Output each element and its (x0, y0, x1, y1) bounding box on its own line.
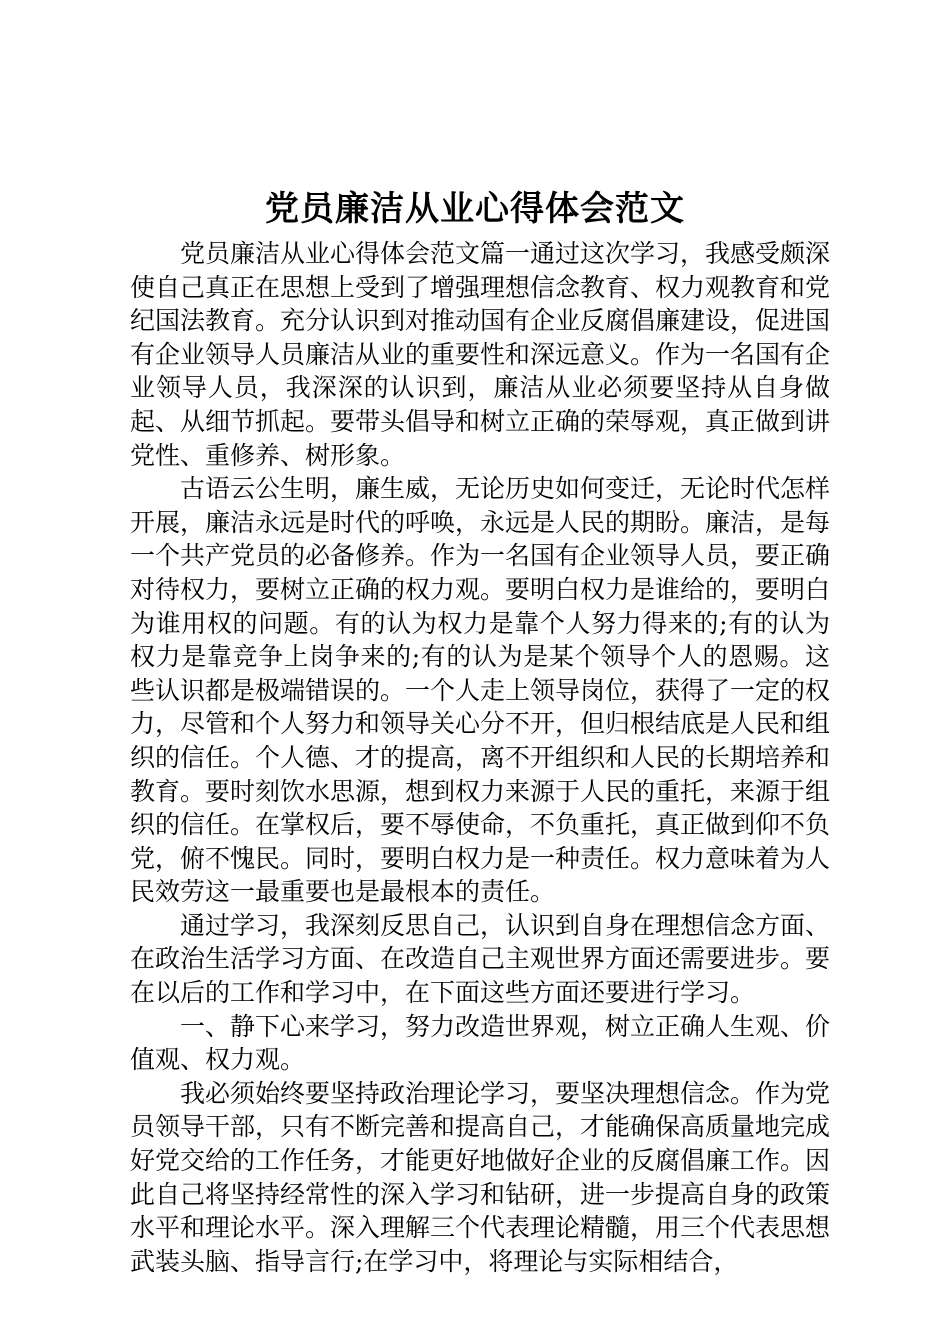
document-body (130, 237, 830, 1278)
paragraph-2: 古语云公生明，廉生威，无论历史如何变迁，无论时代怎样开展，廉洁永远是时代的呼唤，永远是人民的期盼。廉洁，是每一个共产党员的必备修养。作为一名国有企业领导人员，要正确对待权力，要树立正确的权力观。要明白权力是谁给的，要明白为谁用权的问题。有的认为权力是靠个人努力得来的;有的认为权力是靠竞争上岗争来的;有的认为是某个领导个人的恩赐。这些认识都是极端错误的。一个人走上领导岗位，获得了一定的权力，尽管和个人努力和领导关心分不开，但归根结底是人民和组织的信任。个人德、才的提高，离不开组织和人民的长期培养和教育。要时刻饮水思源，想到权力来源于人民的重托，来源于组织的信任。在掌权后，要不辱使命，不负重托，真正做到仰不负党，俯不愧民。同时，要明白权力是一种责任。权力意味着为人民效劳这一最重要也是最根本的责任。 (130, 474, 831, 907)
paragraph-1: 党员廉洁从业心得体会范文篇一通过这次学习，我感受颇深使自己真正在思想上受到了增强理想信念教育、权力观教育和党纪国法教育。充分认识到对推动国有企业反腐倡廉建设，促进国有企业领导人员廉洁从业的重要性和深远意义。作为一名国有企业领导人员，我深深的认识到，廉洁从业必须要坚持从自身做起、从细节抓起。要带头倡导和树立正确的荣辱观，真正做到讲党性、重修养、树形象。 (130, 239, 831, 470)
document-title: 党员廉洁从业心得体会范文 (265, 189, 685, 229)
paragraph-4: 一、静下心来学习，努力改造世界观，树立正确人生观、价值观、权力观。 (130, 1011, 831, 1075)
paragraph-5: 我必须始终要坚持政治理论学习，要坚决理想信念。作为党员领导干部，只有不断完善和提高自己，才能确保高质量地完成好党交给的工作任务，才能更好地做好企业的反腐倡廉工作。因此自己将坚持经常性的深入学习和钻研，进一步提高自身的政策水平和理论水平。深入理解三个代表理论精髓，用三个代表思想武装头脑、指导言行;在学习中，将理论与实际相结合， (130, 1078, 831, 1276)
paragraph-3: 通过学习，我深刻反思自己，认识到自身在理想信念方面、在政治生活学习方面、在改造自己主观世界方面还需要进步。要在以后的工作和学习中，在下面这些方面还要进行学习。 (130, 910, 831, 1008)
